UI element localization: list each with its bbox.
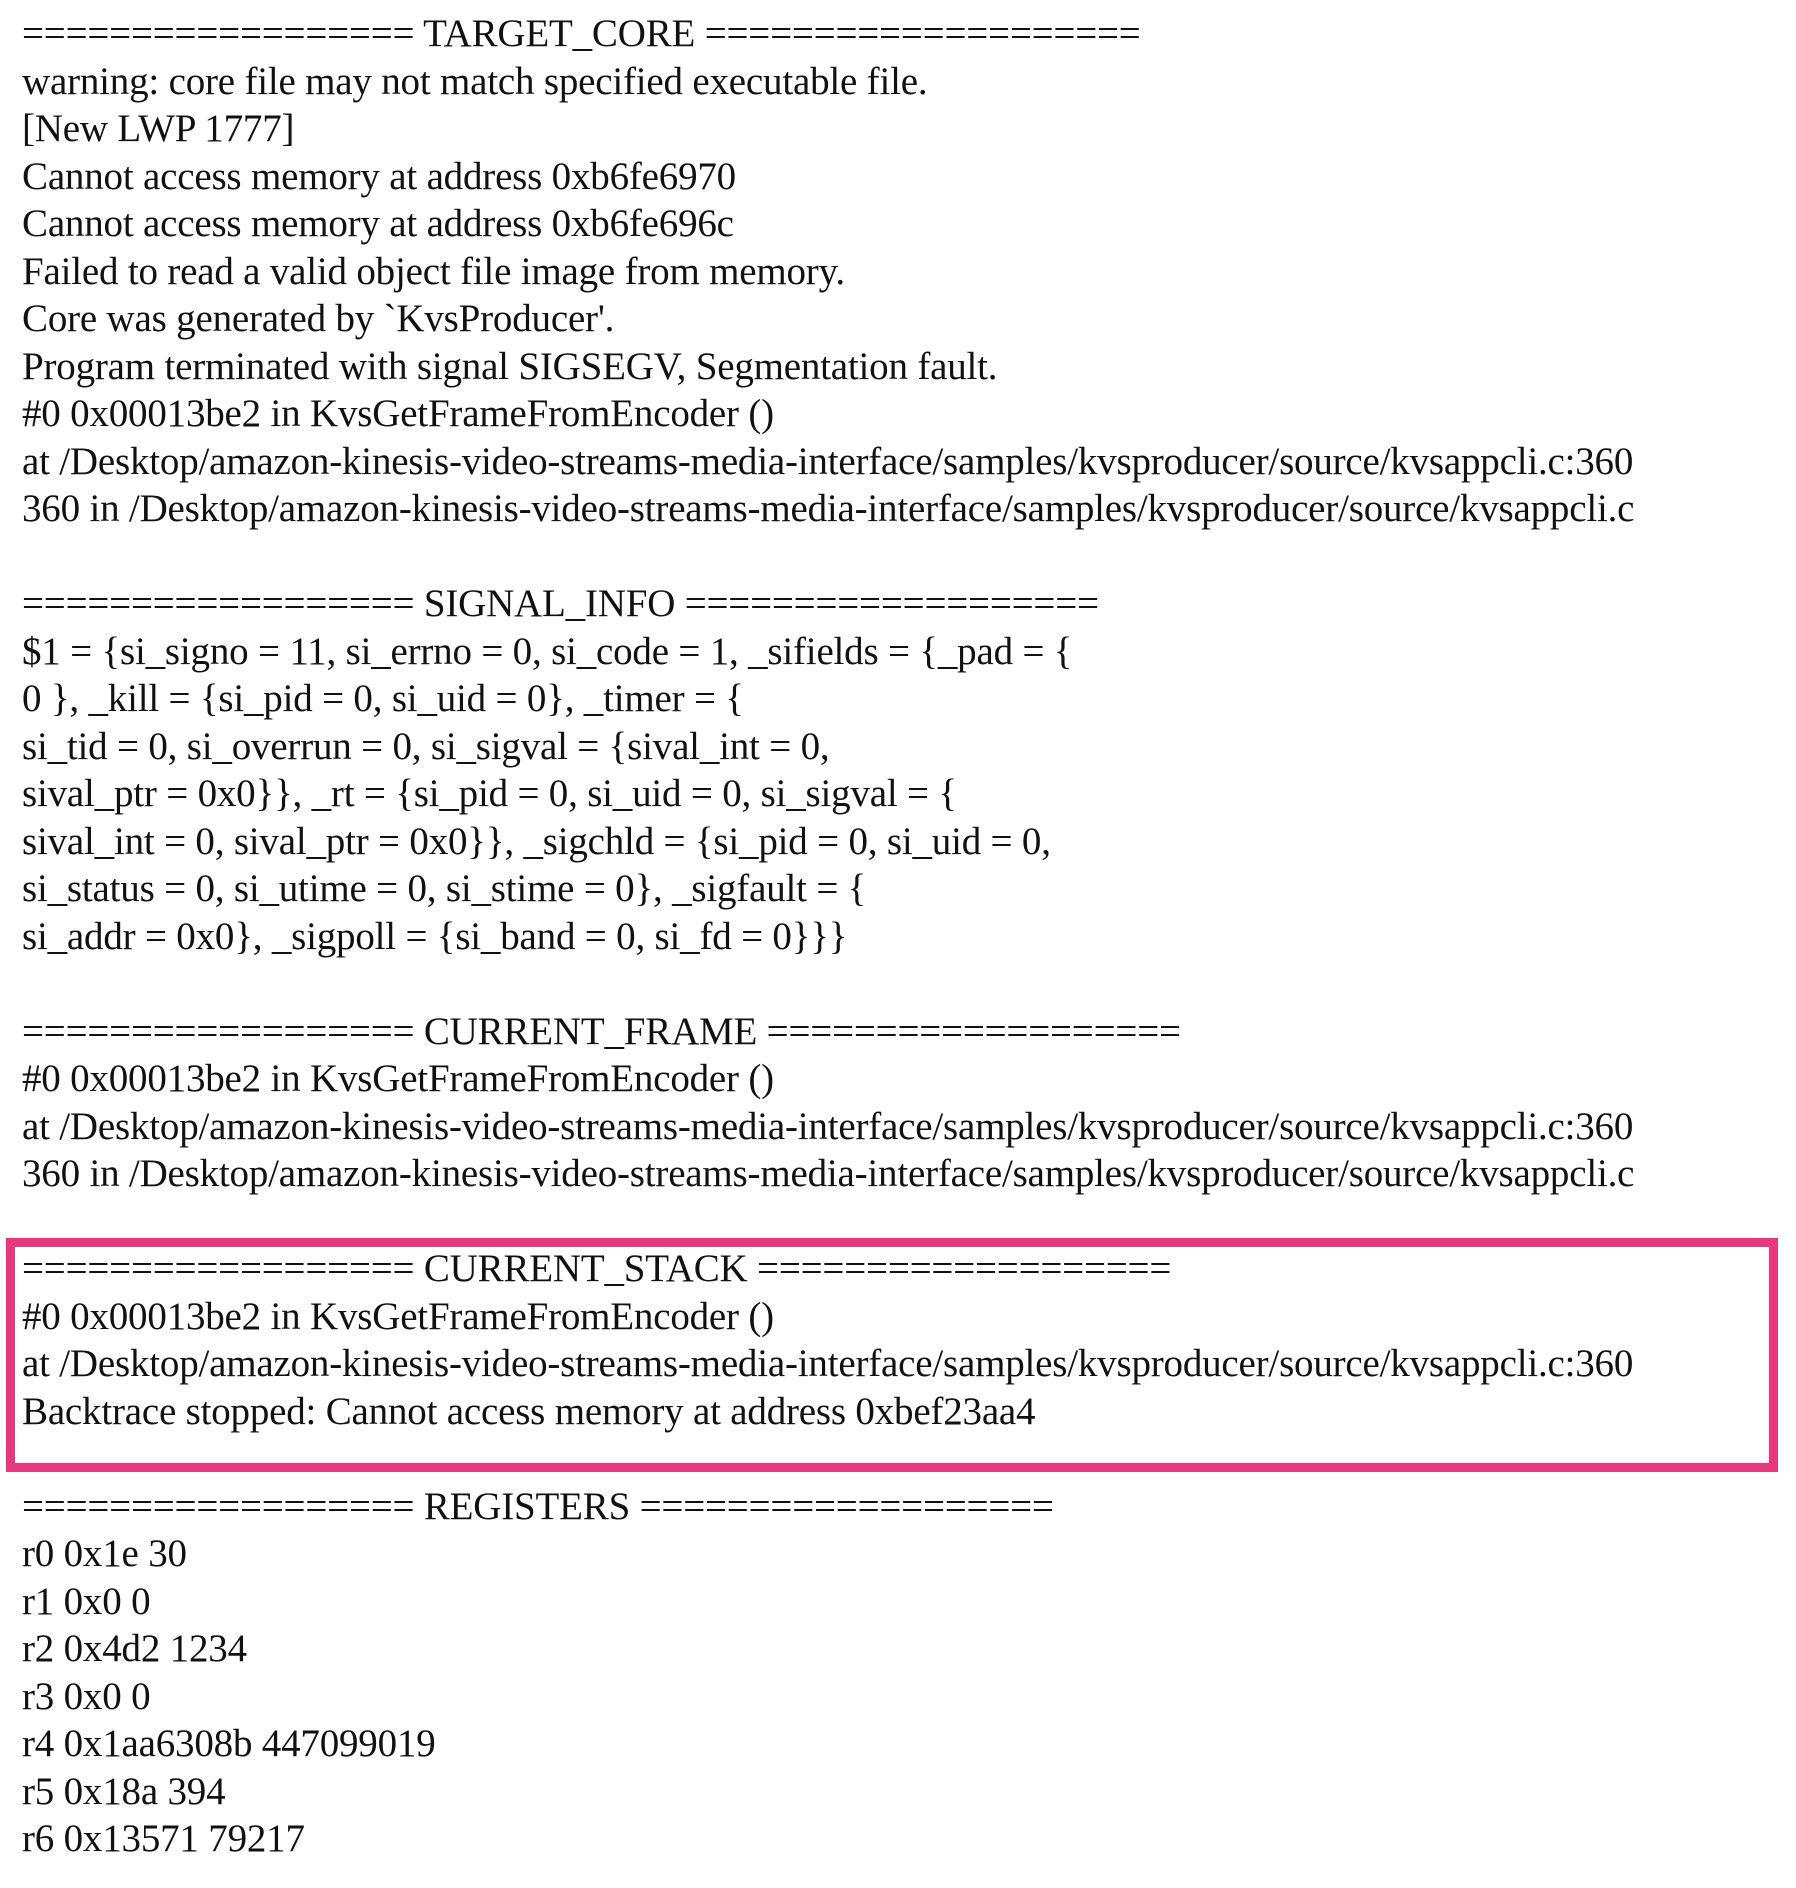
signal-info-header: ================== SIGNAL_INFO ===================	[22, 582, 1099, 625]
log-line: Cannot access memory at address 0xb6fe6970	[22, 154, 736, 198]
log-line: sival_int = 0, sival_ptr = 0x0}}, _sigchld = {si_pid = 0, si_uid = 0,	[22, 819, 1051, 863]
log-line: at /Desktop/amazon-kinesis-video-streams-media-interface/samples/kvsproducer/source/kvsappcli.c:360	[22, 439, 1634, 483]
current-frame-section	[22, 1008, 1782, 1198]
log-line: si_addr = 0x0}, _sigpoll = {si_band = 0, si_fd = 0}}}	[22, 914, 848, 958]
log-line: Cannot access memory at address 0xb6fe696c	[22, 202, 734, 245]
log-line: si_status = 0, si_utime = 0, si_stime = 0}, _sigfault = {	[22, 867, 867, 910]
current-frame-header: ================== CURRENT_FRAME ===================	[22, 1009, 1181, 1053]
blank-line	[22, 1198, 1782, 1246]
current-stack-section	[22, 1245, 1782, 1435]
log-line: sival_ptr = 0x0}}, _rt = {si_pid = 0, si_uid = 0, si_sigval = {	[22, 772, 957, 815]
debug-log-page	[22, 10, 1782, 1863]
log-line: Failed to read a valid object file image from memory.	[22, 249, 845, 293]
registers-section	[22, 1483, 1782, 1863]
register-line: r2 0x4d2 1234	[22, 1627, 247, 1670]
target-core-section	[22, 10, 1782, 533]
log-line: si_tid = 0, si_overrun = 0, si_sigval = {sival_int = 0,	[22, 724, 830, 768]
current-stack-header: ================== CURRENT_STACK ===================	[22, 1247, 1172, 1290]
blank-line	[22, 533, 1782, 581]
log-line: Program terminated with signal SIGSEGV, Segmentation fault.	[22, 344, 998, 388]
log-line: #0 0x00013be2 in KvsGetFrameFromEncoder ()	[22, 1294, 774, 1338]
log-line: [New LWP 1777]	[22, 107, 295, 150]
log-line: warning: core file may not match specified executable file.	[22, 59, 928, 103]
register-line: r1 0x0 0	[22, 1579, 151, 1623]
log-line: $1 = {si_signo = 11, si_errno = 0, si_code = 1, _sifields = {_pad = {	[22, 629, 1073, 673]
log-line: Backtrace stopped: Cannot access memory at address 0xbef23aa4	[22, 1389, 1036, 1433]
register-line: r3 0x0 0	[22, 1674, 151, 1718]
register-line: r4 0x1aa6308b 447099019	[22, 1722, 436, 1765]
signal-info-section	[22, 580, 1782, 960]
log-line: #0 0x00013be2 in KvsGetFrameFromEncoder ()	[22, 1057, 774, 1100]
log-line: 360 in /Desktop/amazon-kinesis-video-streams-media-interface/samples/kvsproducer/source/kvsappcli.c	[22, 487, 1635, 530]
log-line: at /Desktop/amazon-kinesis-video-streams-media-interface/samples/kvsproducer/source/kvsappcli.c:360	[22, 1342, 1634, 1385]
registers-header: ================== REGISTERS ===================	[22, 1484, 1054, 1528]
register-line: r0 0x1e 30	[22, 1532, 187, 1575]
log-line: 0 }, _kill = {si_pid = 0, si_uid = 0}, _timer = {	[22, 677, 744, 720]
blank-line	[22, 1435, 1782, 1483]
blank-line	[22, 960, 1782, 1008]
log-line: Core was generated by `KvsProducer'.	[22, 297, 615, 340]
log-line: at /Desktop/amazon-kinesis-video-streams-media-interface/samples/kvsproducer/source/kvsappcli.c:360	[22, 1104, 1634, 1148]
log-line: 360 in /Desktop/amazon-kinesis-video-streams-media-interface/samples/kvsproducer/source/kvsappcli.c	[22, 1152, 1635, 1195]
target-core-header: ================== TARGET_CORE ====================	[22, 12, 1141, 55]
register-line: r6 0x13571 79217	[22, 1817, 305, 1860]
register-line: r5 0x18a 394	[22, 1769, 226, 1813]
log-line: #0 0x00013be2 in KvsGetFrameFromEncoder ()	[22, 392, 774, 435]
